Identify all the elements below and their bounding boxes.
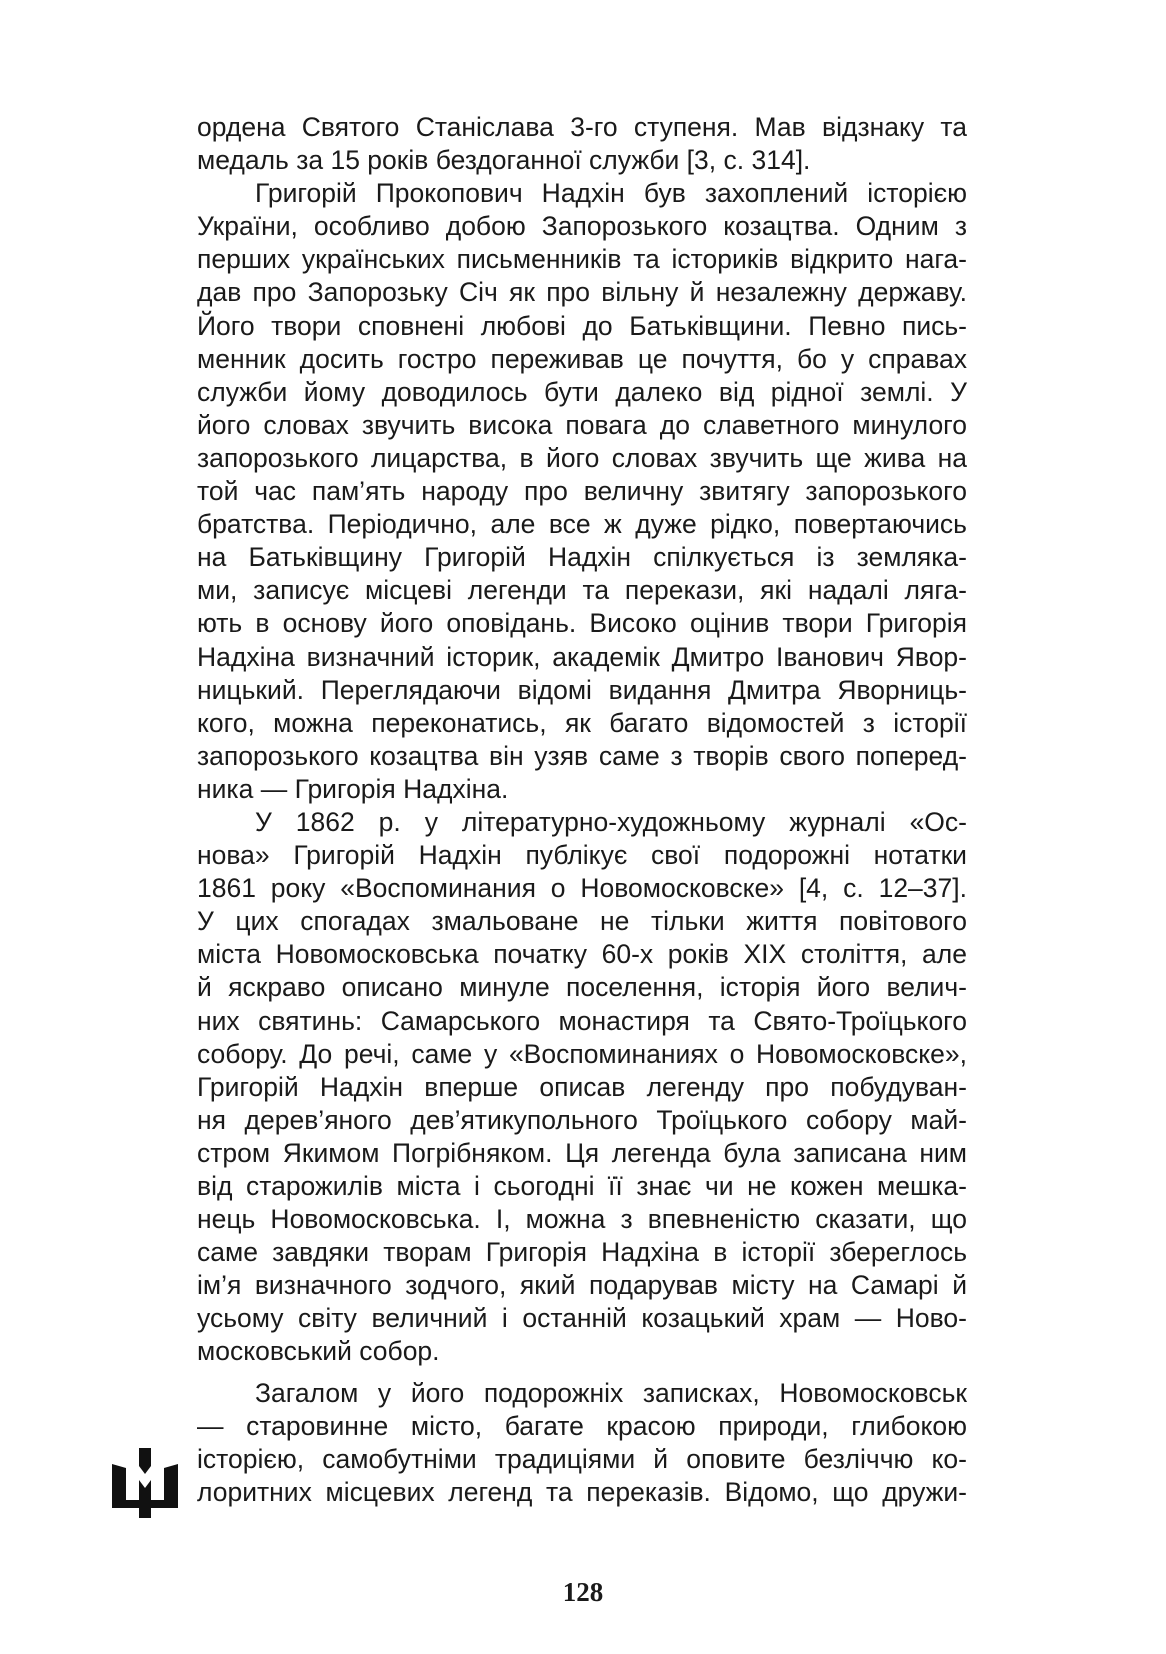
text-line: дав про Запорозьку Січ як про вільну й незалежну державу. xyxy=(197,277,967,308)
text-line: нець Новомосковська. І, можна з впевненістю сказати, що xyxy=(197,1204,967,1235)
text-line: ордена Святого Станіслава 3-го ступеня. Мав відзнаку та xyxy=(197,112,967,142)
text-line: запорозького лицарства, в його словах звучить ще жива на xyxy=(197,442,967,473)
text-line: медаль за 15 років бездоганної служби [3, с. 314]. xyxy=(197,145,811,176)
text-line: ницький. Переглядаючи відомі видання Дмитра Яворниць- xyxy=(197,674,967,705)
text-line: У 1862 р. у літературно-художньому журналі «Ос- xyxy=(255,806,967,837)
text-line: менник досить гостро переживав це почуття, бо у справах xyxy=(197,343,967,374)
text-line: усьому світу величний і останній козацький храм — Ново- xyxy=(197,1303,967,1334)
text-line: ють в основу його оповідань. Високо оцінив твори Григорія xyxy=(197,608,967,639)
paragraph xyxy=(197,111,967,177)
text-line: собору. До речі, саме у «Воспоминаниях о Новомосковске», xyxy=(197,1038,967,1069)
text-line: ника — Григорія Надхіна. xyxy=(197,773,509,804)
text-line: Григорій Прокопович Надхін був захоплений історією xyxy=(255,178,967,209)
text-line: запорозького козацтва він узяв саме з творів свого поперед- xyxy=(197,740,967,771)
text-line: братства. Періодично, але все ж дуже рідко, повертаючись xyxy=(197,509,967,540)
text-line: Григорій Надхін вперше описав легенду про побудуван- xyxy=(197,1071,967,1102)
trident-emblem-icon xyxy=(112,1448,178,1518)
paragraph xyxy=(197,1377,967,1509)
body-text xyxy=(197,111,967,1509)
text-line: Його твори сповнені любові до Батьківщини. Певно пись- xyxy=(197,310,967,341)
text-line: кого, можна переконатись, як багато відомостей з історії xyxy=(197,707,967,738)
text-line: історією, самобутніми традиціями й оповите безліччю ко- xyxy=(197,1443,967,1474)
text-line: Надхіна визначний історик, академік Дмитро Іванович Явор- xyxy=(197,641,967,672)
text-line: стром Якимом Погрібняком. Ця легенда була записана ним xyxy=(197,1137,967,1168)
text-line: й яскраво описано минуле поселення, історія його велич- xyxy=(197,972,967,1003)
text-line: на Батьківщину Григорій Надхін спілкується із земляка- xyxy=(197,542,967,573)
page-number: 128 xyxy=(562,1577,604,1607)
paragraph xyxy=(197,806,967,1369)
text-line: служби йому доводилось бути далеко від рідної землі. У xyxy=(197,376,967,407)
text-line: Загалом у його подорожніх записках, Новомосковськ xyxy=(255,1377,967,1408)
text-line: України, особливо добою Запорозького козацтва. Одним з xyxy=(197,211,967,242)
text-line: його словах звучить висока повага до славетного минулого xyxy=(197,409,967,440)
text-line: ня дерев’яного дев’ятикупольного Троїцького собору май- xyxy=(197,1104,967,1135)
text-line: саме завдяки творам Григорія Надхіна в історії збереглось xyxy=(197,1237,967,1268)
text-line: У цих спогадах змальоване не тільки життя повітового xyxy=(197,906,967,937)
text-line: ми, записує місцеві легенди та перекази, які надалі ляга- xyxy=(197,575,967,606)
text-line: них святинь: Самарського монастиря та Свято-Троїцького xyxy=(197,1005,967,1036)
text-line: лоритних місцевих легенд та переказів. Відомо, що дружи- xyxy=(197,1476,967,1507)
text-line: московський собор. xyxy=(197,1336,440,1367)
text-line: 1861 року «Воспоминания о Новомосковске» [4, с. 12–37]. xyxy=(197,873,967,904)
text-line: — старовинне місто, багате красою природи, глибокою xyxy=(197,1410,967,1441)
text-line: ім’я визначного зодчого, який подарував місту на Самарі й xyxy=(197,1270,967,1301)
paragraph xyxy=(197,177,967,806)
paragraph-spacer xyxy=(197,1369,967,1377)
text-line: від старожилів міста і сьогодні її знає чи не кожен мешка- xyxy=(197,1171,967,1201)
text-line: перших українських письменників та істориків відкрито нага- xyxy=(197,244,967,275)
text-line: нова» Григорій Надхін публікує свої подорожні нотатки xyxy=(197,840,967,871)
text-line: той час пам’ять народу про величну звитягу запорозького xyxy=(197,476,967,507)
text-line: міста Новомосковська початку 60-х років XIX століття, але xyxy=(197,939,967,970)
